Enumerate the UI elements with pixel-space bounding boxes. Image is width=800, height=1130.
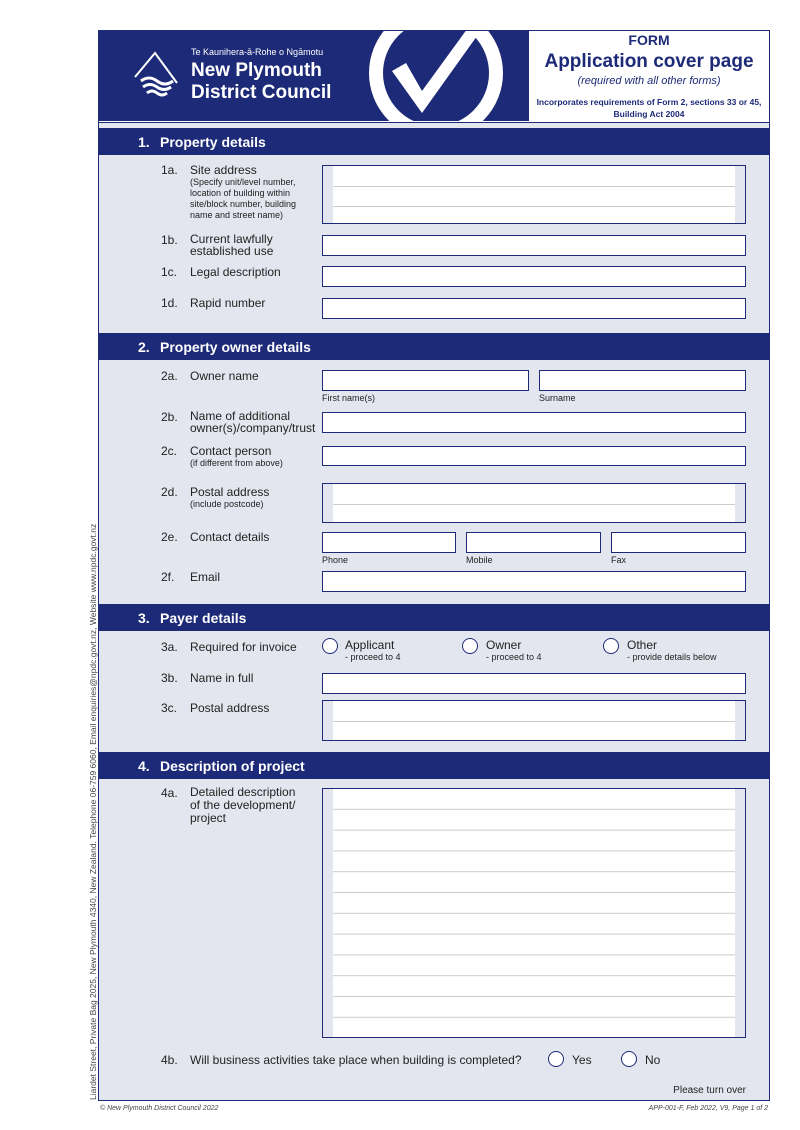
option-label: Applicant <box>345 638 395 652</box>
field-number: 1d. <box>161 296 178 310</box>
field-number: 1b. <box>161 233 178 247</box>
label-text: Detailed description <box>190 785 296 799</box>
additional-owner-label <box>190 410 315 434</box>
no-label: No <box>645 1053 661 1067</box>
field-number: 1a. <box>161 163 178 177</box>
section-number: 1. <box>138 134 150 150</box>
field-number: 2a. <box>161 369 178 383</box>
option-label: Other <box>627 638 658 652</box>
form-label: FORM <box>628 32 670 48</box>
section-title: Payer details <box>160 610 247 626</box>
section-1-header <box>98 128 770 155</box>
current-use-input[interactable] <box>322 235 746 256</box>
hint: (Specify unit/level number, <box>190 177 296 187</box>
section-4-header <box>98 752 770 779</box>
incorporates-line-2: Building Act 2004 <box>613 109 685 119</box>
section-number: 2. <box>138 339 150 355</box>
section-number: 4. <box>138 758 150 774</box>
hint: (include postcode) <box>190 499 264 509</box>
business-activities-label: Will business activities take place when building is completed? <box>190 1053 522 1067</box>
mobile-caption: Mobile <box>466 555 493 565</box>
email-input[interactable] <box>322 571 746 592</box>
radio-yes[interactable] <box>548 1051 564 1067</box>
label-text: owner(s)/company/trust <box>190 421 316 435</box>
field-number: 4b. <box>161 1053 178 1067</box>
invoice-label: Required for invoice <box>190 640 297 654</box>
legal-description-input[interactable] <box>322 266 746 287</box>
field-number: 2e. <box>161 530 178 544</box>
label-text: of the development/ <box>190 798 296 812</box>
description-label <box>190 786 295 825</box>
rapid-number-input[interactable] <box>322 298 746 319</box>
field-number: 2c. <box>161 444 178 458</box>
hint: name and street name) <box>190 210 284 220</box>
name-in-full-label: Name in full <box>190 671 254 685</box>
contact-info-vertical: Liardet Street, Private Bag 2025, New Plymouth 4340, New Zealand. Telephone 06-759 6060, Email enquiries@npdc.govt.nz, Website www.npdc.govt.nz <box>88 523 98 1100</box>
label-text: established use <box>190 244 274 258</box>
org-line-1: New Plymouth <box>191 60 322 81</box>
rapid-number-label: Rapid number <box>190 296 266 310</box>
owner-option <box>486 639 542 663</box>
field-number: 3c. <box>161 701 178 715</box>
fax-input[interactable] <box>611 532 746 553</box>
turn-over-note: Please turn over <box>673 1085 746 1096</box>
radio-applicant[interactable] <box>322 638 338 654</box>
contact-person-label <box>190 444 283 469</box>
field-number: 2f. <box>161 570 175 584</box>
form-code: APP-001-F, Feb 2022, V9, Page 1 of 2 <box>648 1105 768 1112</box>
surname-caption: Surname <box>539 393 576 403</box>
council-logo-icon <box>131 51 183 99</box>
option-hint: - proceed to 4 <box>486 652 542 662</box>
phone-caption: Phone <box>322 555 349 565</box>
tagline: Te Kaunihera-ā-Rohe o Ngāmotu <box>191 47 324 57</box>
field-number: 3a. <box>161 640 178 654</box>
email-label: Email <box>190 570 221 584</box>
legal-description-label: Legal description <box>190 265 281 279</box>
yes-label: Yes <box>572 1053 592 1067</box>
field-number: 3b. <box>161 671 178 685</box>
name-in-full-input[interactable] <box>322 673 746 694</box>
hint: (if different from above) <box>190 458 283 468</box>
phone-input[interactable] <box>322 532 456 553</box>
surname-input[interactable] <box>539 370 746 391</box>
section-3-header <box>98 604 770 631</box>
incorporates-note <box>529 96 769 120</box>
form-header <box>98 30 770 123</box>
field-number: 2d. <box>161 485 178 499</box>
site-address-input[interactable] <box>322 165 746 224</box>
org-line-2: District Council <box>191 82 332 103</box>
postal-address-input[interactable] <box>322 483 746 523</box>
hint: location of building within <box>190 188 291 198</box>
label-text: Contact person <box>190 444 272 458</box>
label-text: Current lawfully <box>190 232 273 246</box>
section-2-header <box>98 333 770 360</box>
field-number: 2b. <box>161 410 178 424</box>
page-subtitle: (required with all other forms) <box>577 75 721 87</box>
fax-caption: Fax <box>611 555 627 565</box>
contact-person-input[interactable] <box>322 446 746 466</box>
first-name-input[interactable] <box>322 370 529 391</box>
copyright: © New Plymouth District Council 2022 <box>100 1105 219 1112</box>
current-use-label <box>190 233 273 257</box>
label-text: project <box>190 811 227 825</box>
checkmark-icon <box>364 31 514 121</box>
field-number: 4a. <box>161 786 178 800</box>
org-name <box>191 60 331 104</box>
payer-postal-address-label: Postal address <box>190 701 270 715</box>
label-text: Name of additional <box>190 409 291 423</box>
postal-address-label <box>190 485 269 510</box>
payer-postal-address-input[interactable] <box>322 700 746 741</box>
section-title: Property details <box>160 134 266 150</box>
logo-band <box>99 31 529 121</box>
additional-owner-input[interactable] <box>322 412 746 433</box>
section-number: 3. <box>138 610 150 626</box>
radio-other[interactable] <box>603 638 619 654</box>
title-block <box>529 31 769 120</box>
site-address-label <box>190 163 296 221</box>
other-option <box>627 639 717 663</box>
incorporates-line-1: Incorporates requirements of Form 2, sections 33 or 45, <box>536 97 762 107</box>
hint: site/block number, building <box>190 199 297 209</box>
description-input[interactable] <box>322 788 746 1038</box>
radio-no[interactable] <box>621 1051 637 1067</box>
applicant-option <box>345 639 401 663</box>
section-title: Description of project <box>160 758 305 774</box>
option-label: Owner <box>486 638 522 652</box>
section-title: Property owner details <box>160 339 311 355</box>
label-text: Site address <box>190 163 257 177</box>
owner-name-label: Owner name <box>190 369 259 383</box>
label-text: Postal address <box>190 485 270 499</box>
field-number: 1c. <box>161 265 178 279</box>
option-hint: - provide details below <box>627 652 717 662</box>
option-hint: - proceed to 4 <box>345 652 401 662</box>
first-name-caption: First name(s) <box>322 393 376 403</box>
page-title: Application cover page <box>544 51 754 72</box>
radio-owner[interactable] <box>462 638 478 654</box>
contact-details-label: Contact details <box>190 530 270 544</box>
mobile-input[interactable] <box>466 532 601 553</box>
